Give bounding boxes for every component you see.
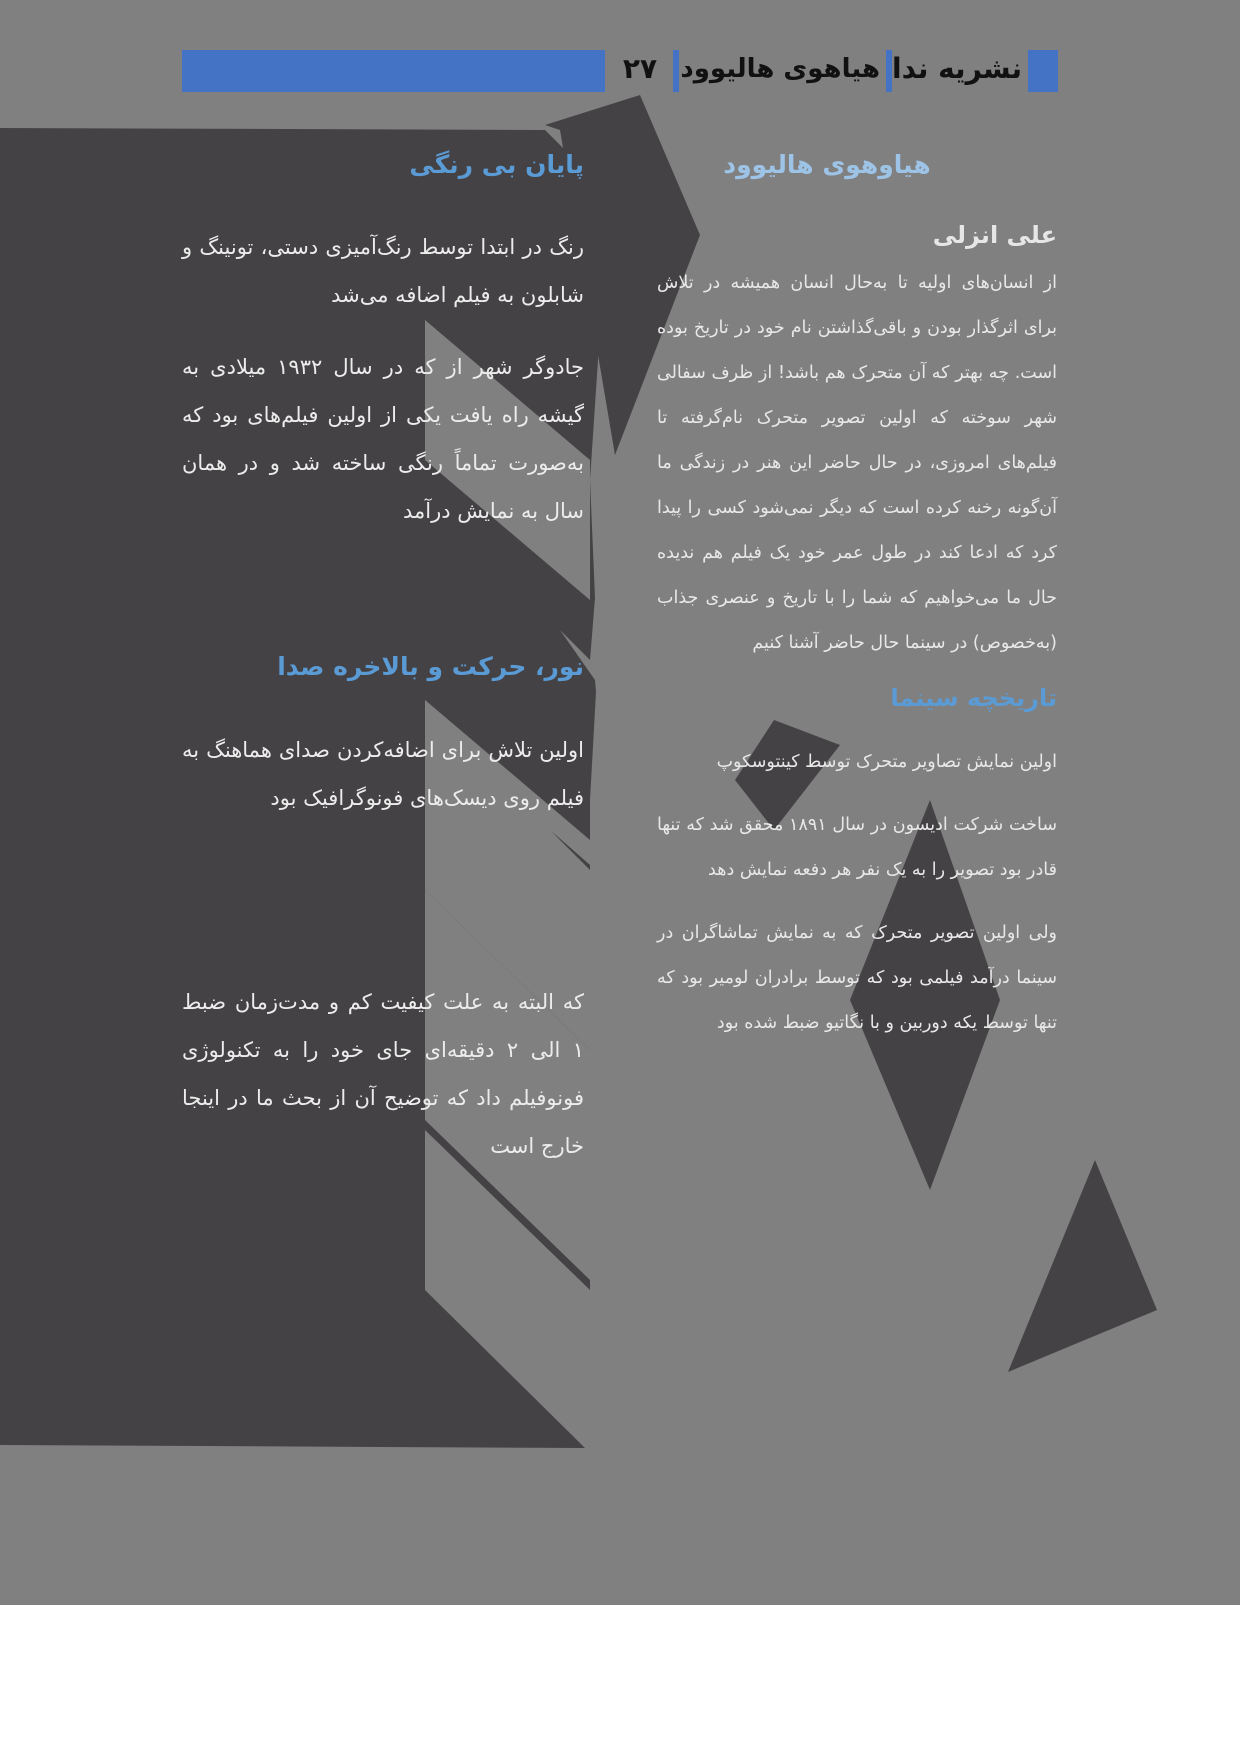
left-column-part-2	[182, 652, 584, 822]
intro-paragraph: از انسان‌های اولیه تا به‌حال انسان همیشه در تلاش برای اثرگذار بودن و باقی‌گذاشتن نام خود در تاریخ بوده است. چه بهتر که آن متحرک هم باشد! از ظرف سفالی شهر سوخته که اولین تصویر متحرک نام‌گرفته تا فیلم‌های امروزی، در حال حاضر این هنر در زندگی ما آن‌گونه رخنه کرده است که دیگر نمی‌شود کسی را پیدا کرد که ادعا کند در طول عمر خود یک فیلم هم ندیده حال ما می‌خواهیم که شما را با تاریخ و عنصری جذاب (به‌خصوص) در سینما حال حاضر آشنا کنیم	[657, 273, 1057, 653]
paragraph: رنگ در ابتدا توسط رنگ‌آمیزی دستی، تونینگ و شابلون به فیلم اضافه می‌شد	[182, 235, 584, 307]
header-accent-bar-right	[1028, 50, 1058, 92]
paragraph: اولین تلاش برای اضافه‌کردن صدای هماهنگ به فیلم روی دیسک‌های فونوگرافیک بود	[182, 738, 584, 810]
right-column	[657, 150, 1057, 1046]
left-column	[182, 150, 584, 535]
header-section-title: هیاهوی هالیوود	[680, 54, 880, 84]
header-accent-bar-left	[182, 50, 605, 92]
page-number: ۲۷	[622, 52, 658, 85]
history-paragraph: اولین نمایش تصاویر متحرک توسط کینتوسکوپ	[716, 752, 1057, 772]
header-separator	[673, 50, 679, 92]
section-heading: پایان بی رنگی	[409, 150, 584, 179]
history-paragraph: ساخت شرکت ادیسون در سال ۱۸۹۱ محقق شد که تنها قادر بود تصویر را به یک نفر هر دفعه نمایش دهد	[657, 815, 1057, 880]
paragraph: که البته به علت کیفیت کم و مدت‌زمان ضبط ۱ الی ۲ دقیقه‌ای جای خود را به تکنولوژی فونوفیلم داد که توضیح آن از بحث ما در اینجا خارج است	[182, 990, 584, 1158]
author-name: علی انزلی	[932, 221, 1057, 249]
history-heading: تاریخچه سینما	[890, 684, 1057, 712]
triangle-shape	[1008, 1160, 1157, 1372]
header-publication-name: نشریه ندا	[892, 52, 1022, 85]
left-column-part-3	[182, 978, 584, 1170]
paragraph: جادوگر شهر از که در سال ۱۹۳۲ میلادی به گیشه راه یافت یکی از اولین فیلم‌های بود که به‌صورت تماماً رنگی ساخته شد و در همان سال به نمایش درآمد	[182, 355, 584, 523]
article-title: هیاوهوی هالیوود	[723, 150, 931, 179]
history-paragraph: ولی اولین تصویر متحرک که به نمایش تماشاگران در سینما درآمد فیلمی بود که توسط برادران لومیر بود که تنها توسط یکه دوربین و با نگاتیو ضبط شده بود	[657, 923, 1057, 1033]
section-heading: نور، حرکت و بالاخره صدا	[277, 652, 584, 681]
